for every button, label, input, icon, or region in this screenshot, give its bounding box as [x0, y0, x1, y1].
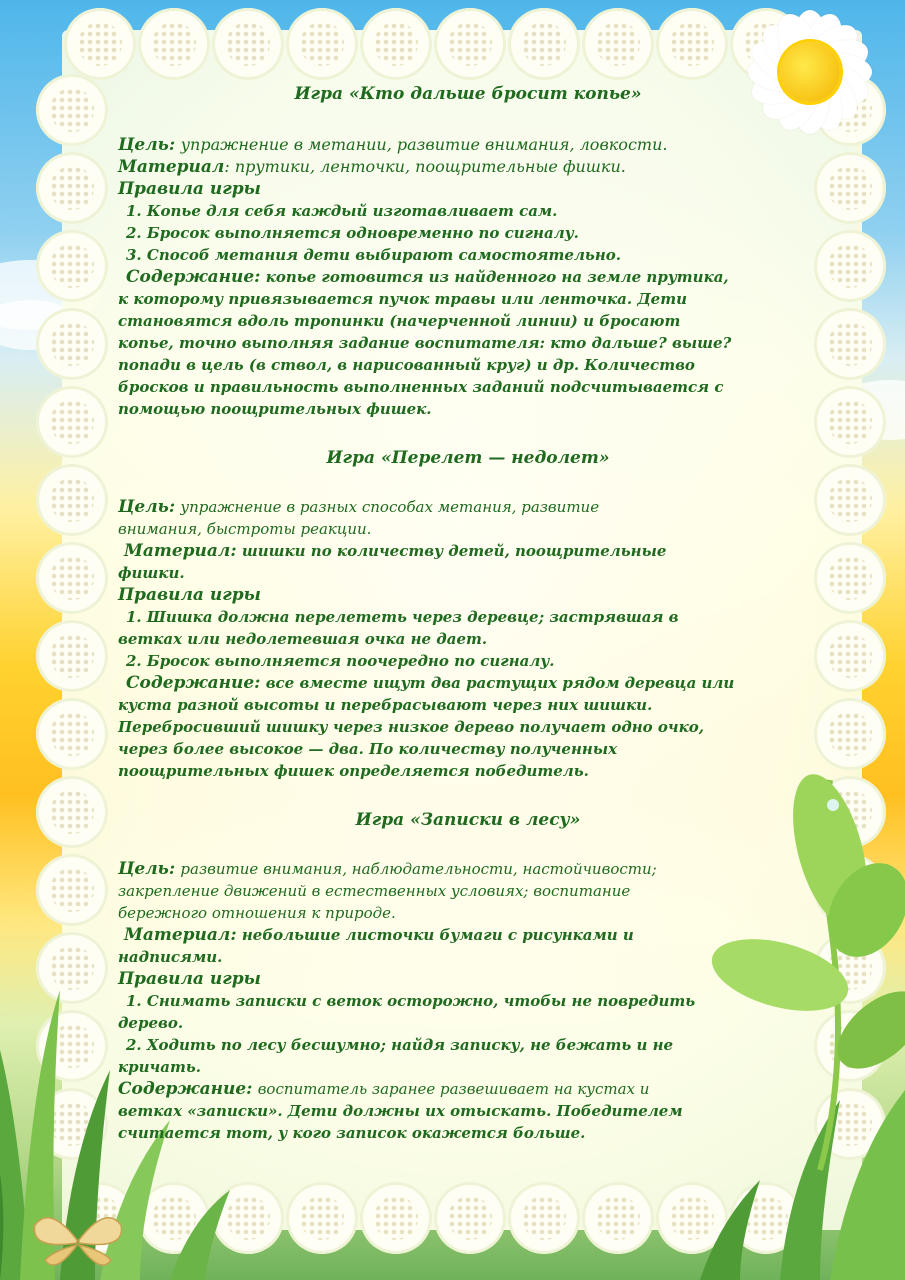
- content-label: Содержание:: [126, 673, 261, 693]
- lace-dots: [50, 166, 94, 210]
- lace-dots: [522, 22, 566, 66]
- material-text: небольшие листочки бумаги с рисунками и: [241, 926, 634, 944]
- goal-line: [118, 858, 818, 880]
- content-text: бросков и правильность выполненных заданий подсчитывается с: [118, 378, 724, 396]
- content-label: Содержание:: [118, 1079, 253, 1099]
- material-text: надписями.: [118, 948, 223, 966]
- rule-item: дерево.: [118, 1014, 184, 1032]
- lace-dots: [828, 712, 872, 756]
- content-text: все вместе ищут два растущих рядом деревца или: [265, 674, 735, 692]
- content-line: [118, 672, 818, 694]
- lace-dots: [50, 322, 94, 366]
- lace-dots: [374, 22, 418, 66]
- material-text: шишки по количеству детей, поощрительные: [241, 542, 667, 560]
- content-text: через более высокое — два. По количеству полученных: [118, 740, 618, 758]
- lace-dots: [828, 400, 872, 444]
- content-text: копье, точно выполняя задание воспитателя: кто дальше? выше?: [118, 334, 732, 352]
- rule-item: 1. Шишка должна перелететь через деревце; застрявшая в: [126, 608, 679, 626]
- lace-dots: [828, 322, 872, 366]
- game-title: Игра «Перелет — недолет»: [326, 448, 610, 468]
- lace-dots: [828, 166, 872, 210]
- rules-label: Правила игры: [118, 179, 261, 199]
- goal-line: [118, 496, 818, 518]
- game-title: Игра «Записки в лесу»: [355, 810, 581, 830]
- game-section-3: [118, 808, 818, 1144]
- goal-label: Цель:: [118, 497, 176, 517]
- content-text: попади в цель (в ствол, в нарисованный круг) и др. Количество: [118, 356, 695, 374]
- rule-item: 1. Копье для себя каждый изготавливает сам.: [126, 202, 558, 220]
- lace-dots: [50, 244, 94, 288]
- goal-label: Цель:: [118, 135, 176, 155]
- lace-dots: [50, 712, 94, 756]
- rules-label: Правила игры: [118, 585, 261, 605]
- content-label: Содержание:: [126, 267, 261, 287]
- lace-dots: [50, 868, 94, 912]
- material-text: : прутики, ленточки, поощрительные фишки.: [224, 157, 626, 176]
- rule-item: 3. Способ метания дети выбирают самостоятельно.: [126, 246, 621, 264]
- content-text: Перебросивший шишку через низкое дерево получает одно очко,: [118, 718, 705, 736]
- material-line: [118, 540, 818, 562]
- lace-dots: [596, 22, 640, 66]
- goal-text: бережного отношения к природе.: [118, 904, 396, 922]
- material-text: фишки.: [118, 564, 185, 582]
- content-text: становятся вдоль тропинки (начерченной линии) и бросают: [118, 312, 681, 330]
- content-text: куста разной высоты и перебрасывают через них шишки.: [118, 696, 653, 714]
- lace-dots: [828, 244, 872, 288]
- lace-dots: [152, 22, 196, 66]
- content-text: копье готовится из найденного на земле прутика,: [265, 268, 729, 286]
- content-text: поощрительных фишек определяется победитель.: [118, 762, 589, 780]
- material-label: Материал:: [124, 925, 237, 945]
- lace-dots: [50, 400, 94, 444]
- lace-dots: [828, 556, 872, 600]
- material-label: Материал:: [124, 541, 237, 561]
- rule-item: 2. Ходить по лесу бесшумно; найдя записку, не бежать и не: [126, 1036, 674, 1054]
- lace-dots: [50, 634, 94, 678]
- lace-dots: [670, 22, 714, 66]
- goal-line: [118, 134, 818, 156]
- game-title: Игра «Кто дальше бросит копье»: [294, 84, 642, 104]
- content-text: ветках «записки». Дети должны их отыскать. Победителем: [118, 1102, 683, 1120]
- goal-text: упражнение в метании, развитие внимания, ловкости.: [180, 135, 668, 154]
- rule-item: кричать.: [118, 1058, 201, 1076]
- rule-item: 2. Бросок выполняется одновременно по сигналу.: [126, 224, 579, 242]
- lace-dots: [226, 22, 270, 66]
- material-line: [118, 156, 818, 178]
- goal-text: закрепление движений в естественных условиях; воспитание: [118, 882, 631, 900]
- lace-dots: [50, 88, 94, 132]
- content-text: к которому привязывается пучок травы или ленточка. Дети: [118, 290, 687, 308]
- material-label: Материал: [118, 157, 225, 177]
- lace-dots: [448, 22, 492, 66]
- lace-dots: [828, 634, 872, 678]
- rules-label: Правила игры: [118, 969, 261, 989]
- material-line: [118, 924, 818, 946]
- rule-item: 2. Бросок выполняется поочередно по сигналу.: [126, 652, 555, 670]
- game-section-1: [118, 82, 818, 420]
- rule-item: ветках или недолетевшая очка не дает.: [118, 630, 488, 648]
- butterfly-decoration: [30, 1205, 125, 1275]
- goal-text: развитие внимания, наблюдательности, настойчивости;: [180, 860, 657, 878]
- game-section-2: [118, 446, 818, 782]
- rule-item: 1. Снимать записки с веток осторожно, чтобы не повредить: [126, 992, 696, 1010]
- lace-dots: [50, 478, 94, 522]
- lace-dots: [828, 478, 872, 522]
- content-text: считается тот, у кого записок окажется больше.: [118, 1124, 586, 1142]
- content-line: [118, 266, 818, 288]
- goal-label: Цель:: [118, 859, 176, 879]
- goal-text: упражнение в разных способах метания, развитие: [180, 498, 600, 516]
- games-document: [118, 82, 818, 1144]
- content-text: помощью поощрительных фишек.: [118, 400, 432, 418]
- lace-dots: [50, 556, 94, 600]
- lace-dots: [78, 22, 122, 66]
- content-line: [118, 1078, 818, 1100]
- goal-text: внимания, быстроты реакции.: [118, 520, 372, 538]
- lace-dots: [300, 22, 344, 66]
- content-text: воспитатель заранее развешивает на кустах и: [257, 1080, 650, 1098]
- lace-dots: [50, 790, 94, 834]
